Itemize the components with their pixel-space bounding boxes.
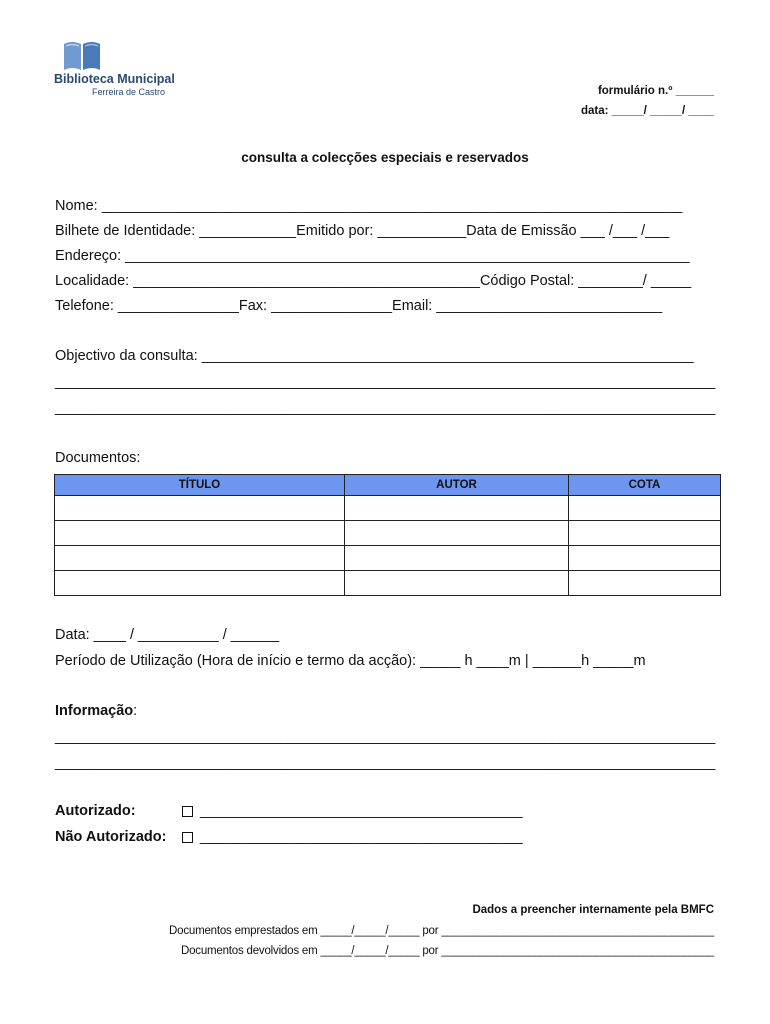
- page-title: consulta a colecções especiais e reservados: [241, 150, 529, 165]
- titulo-cell[interactable]: [55, 496, 345, 521]
- autorizado-signature-line[interactable]: ________________________________________: [200, 803, 523, 819]
- informacao-colon: :: [133, 703, 138, 719]
- informacao-label: [55, 703, 137, 719]
- bilhete-field[interactable]: Bilhete de Identidade: ____________Emitido por: ___________Data de Emissão ___ /___ /___: [55, 223, 670, 239]
- autorizado-label: Autorizado:: [55, 803, 136, 819]
- emprestados-line[interactable]: Documentos emprestados em _____/_____/_____ por ____________________________________________: [169, 925, 714, 937]
- autorizado-checkbox[interactable]: [182, 806, 193, 817]
- titulo-cell[interactable]: [55, 521, 345, 546]
- devolvidos-line[interactable]: Documentos devolvidos em _____/_____/_____ por ____________________________________________: [180, 945, 714, 957]
- form-date[interactable]: data: _____/ _____/ ____: [581, 105, 714, 117]
- informacao-line-2[interactable]: _____________________________________________________________________________________: [55, 755, 715, 771]
- autor-cell[interactable]: [345, 496, 569, 521]
- nao-autorizado-signature-line[interactable]: ________________________________________: [200, 829, 523, 845]
- cota-cell[interactable]: [569, 521, 721, 546]
- periodo-field[interactable]: Período de Utilização (Hora de início e termo da acção): _____ h ____m | ______h _____m: [55, 653, 646, 669]
- documentos-label: Documentos:: [55, 450, 141, 466]
- endereco-field[interactable]: Endereço: ______________________________________________________________________: [55, 248, 690, 264]
- data-field[interactable]: Data: ____ / __________ / ______: [55, 627, 280, 643]
- table-header-row: [55, 475, 721, 496]
- nao-autorizado-label: Não Autorizado:: [55, 829, 167, 845]
- cota-cell[interactable]: [569, 571, 721, 596]
- logo-title: Biblioteca Municipal: [54, 72, 175, 86]
- autor-cell[interactable]: [345, 571, 569, 596]
- objectivo-field[interactable]: Objectivo da consulta: _____________________________________________________________: [55, 348, 694, 364]
- documentos-table: [54, 474, 721, 596]
- form-number[interactable]: formulário n.º ______: [597, 85, 714, 97]
- table-row: [55, 521, 721, 546]
- book-icon: [62, 40, 102, 72]
- column-autor: AUTOR: [345, 475, 569, 496]
- cota-cell[interactable]: [569, 546, 721, 571]
- library-logo: [54, 40, 184, 100]
- objectivo-line-2[interactable]: _____________________________________________________________________________________: [55, 374, 715, 390]
- autor-cell[interactable]: [345, 546, 569, 571]
- titulo-cell[interactable]: [55, 546, 345, 571]
- column-cota: COTA: [569, 475, 721, 496]
- telefone-field[interactable]: Telefone: _______________Fax: _______________Email: ____________________________: [55, 298, 663, 314]
- informacao-label-text: Informação: [55, 703, 134, 719]
- nome-field[interactable]: Nome: ________________________________________________________________________: [55, 198, 683, 214]
- table-row: [55, 571, 721, 596]
- cota-cell[interactable]: [569, 496, 721, 521]
- table-row: [55, 546, 721, 571]
- localidade-field[interactable]: Localidade: ___________________________________________Código Postal: ________/ _____: [55, 273, 692, 289]
- table-row: [55, 496, 721, 521]
- internal-heading: Dados a preencher internamente pela BMFC: [472, 904, 714, 916]
- logo-subtitle: Ferreira de Castro: [92, 87, 166, 97]
- titulo-cell[interactable]: [55, 571, 345, 596]
- objectivo-line-3[interactable]: _____________________________________________________________________________________: [55, 400, 715, 416]
- informacao-line-1[interactable]: _____________________________________________________________________________________: [55, 729, 715, 745]
- nao-autorizado-checkbox[interactable]: [182, 832, 193, 843]
- autor-cell[interactable]: [345, 521, 569, 546]
- column-titulo: TÍTULO: [55, 475, 345, 496]
